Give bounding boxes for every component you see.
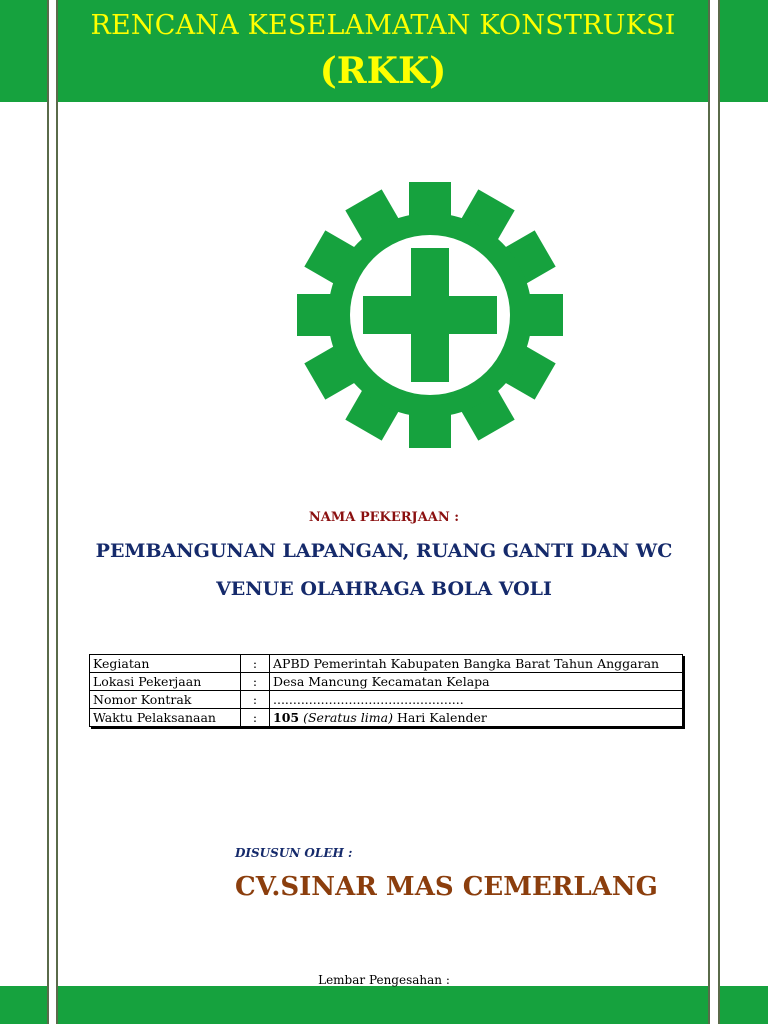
row-label: Waktu Pelaksanaan: [90, 709, 241, 727]
row-value: Desa Mancung Kecamatan Kelapa: [270, 673, 683, 691]
duration-number: 105: [273, 710, 300, 725]
document-header: [58, 0, 708, 102]
row-label: Kegiatan: [90, 655, 241, 673]
cross-horizontal: [363, 296, 497, 334]
document-subtitle: (RKK): [319, 50, 447, 92]
table-row: [90, 709, 683, 727]
header-band-right: [720, 0, 768, 102]
row-value: APBD Pemerintah Kabupaten Bangka Barat Tahun Anggaran: [270, 655, 683, 673]
table-row: [90, 691, 683, 709]
row-label: Nomor Kontrak: [90, 691, 241, 709]
row-value: [270, 709, 683, 727]
footer-band-left: [0, 986, 47, 1024]
duration-unit: Hari Kalender: [396, 710, 487, 725]
nama-pekerjaan-label: NAMA PEKERJAAN :: [308, 510, 460, 525]
project-name-line1: PEMBANGUNAN LAPANGAN, RUANG GANTI DAN WC: [95, 540, 673, 562]
lembar-pengesahan-label: Lembar Pengesahan :: [318, 973, 450, 987]
company-name: CV.SINAR MAS CEMERLANG: [235, 872, 658, 902]
row-separator: :: [241, 709, 270, 727]
k3-gear-cross-icon: [281, 182, 579, 448]
table-row: [90, 655, 683, 673]
row-value: ................................................: [270, 691, 683, 709]
project-info-table: [89, 654, 683, 727]
row-separator: :: [241, 691, 270, 709]
project-name-line2: VENUE OLAHRAGA BOLA VOLI: [216, 578, 552, 600]
footer-band-right: [720, 986, 768, 1024]
row-separator: :: [241, 655, 270, 673]
duration-words: (Seratus lima): [303, 710, 393, 725]
row-separator: :: [241, 673, 270, 691]
table-row: [90, 673, 683, 691]
header-band-left: [0, 0, 47, 102]
document-title: RENCANA KESELAMATAN KONSTRUKSI: [90, 10, 676, 41]
row-label: Lokasi Pekerjaan: [90, 673, 241, 691]
disusun-oleh-label: DISUSUN OLEH :: [235, 846, 353, 860]
footer-band-center: [58, 986, 708, 1024]
